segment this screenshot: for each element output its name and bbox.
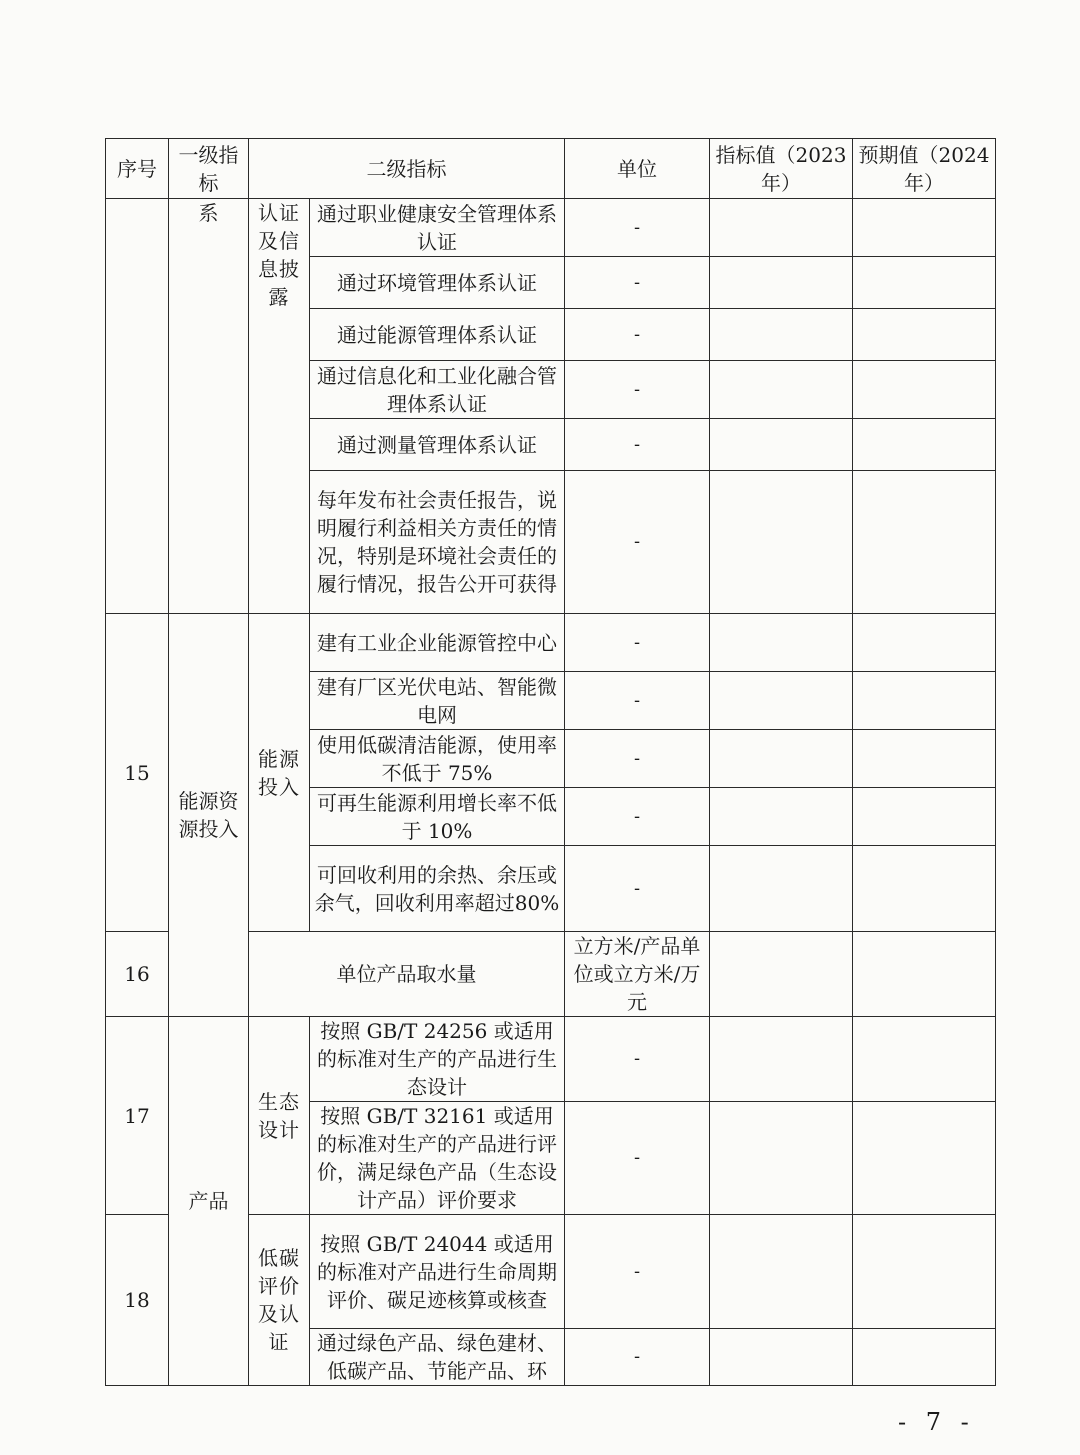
unit-cell: -: [565, 419, 710, 471]
header-level2: 二级指标: [249, 139, 565, 199]
value-2023-cell[interactable]: [710, 471, 853, 614]
level2-category: 认证及信息披露: [249, 199, 310, 614]
value-2023-cell[interactable]: [710, 1215, 853, 1329]
header-row: [106, 139, 996, 199]
indicator-text: 通过环境管理体系认证: [310, 257, 565, 309]
seq-cell: 16: [106, 932, 169, 1017]
indicator-text: 通过职业健康安全管理体系认证: [310, 199, 565, 257]
indicator-text: 通过绿色产品、绿色建材、低碳产品、节能产品、环: [310, 1329, 565, 1386]
value-2023-cell[interactable]: [710, 730, 853, 788]
table-row: [106, 1017, 996, 1102]
indicator-text: 单位产品取水量: [249, 932, 565, 1017]
indicator-text: 按照 GB/T 24256 或适用的标准对生产的产品进行生态设计: [310, 1017, 565, 1102]
indicator-table: [105, 138, 996, 1386]
value-2023-cell[interactable]: [710, 199, 853, 257]
unit-cell: -: [565, 471, 710, 614]
expected-2024-cell[interactable]: [853, 1017, 996, 1102]
indicator-text: 可回收利用的余热、余压或余气，回收利用率超过80%: [310, 846, 565, 932]
indicator-text: 建有工业企业能源管控中心: [310, 614, 565, 672]
unit-cell: -: [565, 257, 710, 309]
value-2023-cell[interactable]: [710, 1329, 853, 1386]
unit-cell: -: [565, 788, 710, 846]
header-level1: 一级指标: [169, 139, 249, 199]
level1-cell: 系: [169, 199, 249, 614]
value-2023-cell[interactable]: [710, 309, 853, 361]
indicator-text: 每年发布社会责任报告，说明履行利益相关方责任的情况，特别是环境社会责任的履行情况，报告公开可获得: [310, 471, 565, 614]
expected-2024-cell[interactable]: [853, 257, 996, 309]
indicator-text: 通过能源管理体系认证: [310, 309, 565, 361]
header-expected-2024: 预期值（2024年）: [853, 139, 996, 199]
expected-2024-cell[interactable]: [853, 846, 996, 932]
unit-cell: -: [565, 199, 710, 257]
unit-cell: -: [565, 1102, 710, 1215]
level2-category: 低碳评价及认证: [249, 1215, 310, 1386]
table-row: [106, 199, 996, 257]
unit-cell: -: [565, 1215, 710, 1329]
expected-2024-cell[interactable]: [853, 471, 996, 614]
expected-2024-cell[interactable]: [853, 788, 996, 846]
indicator-text: 使用低碳清洁能源，使用率不低于 75%: [310, 730, 565, 788]
header-value-2023: 指标值（2023年）: [710, 139, 853, 199]
unit-cell: -: [565, 361, 710, 419]
seq-cell-empty: [106, 199, 169, 614]
expected-2024-cell[interactable]: [853, 199, 996, 257]
unit-cell: -: [565, 614, 710, 672]
expected-2024-cell[interactable]: [853, 614, 996, 672]
level2-category: 生态设计: [249, 1017, 310, 1215]
unit-cell: -: [565, 309, 710, 361]
expected-2024-cell[interactable]: [853, 672, 996, 730]
indicator-text: 建有厂区光伏电站、智能微电网: [310, 672, 565, 730]
unit-cell: -: [565, 1329, 710, 1386]
expected-2024-cell[interactable]: [853, 1102, 996, 1215]
unit-cell: -: [565, 1017, 710, 1102]
value-2023-cell[interactable]: [710, 672, 853, 730]
value-2023-cell[interactable]: [710, 1017, 853, 1102]
indicator-text: 可再生能源利用增长率不低于 10%: [310, 788, 565, 846]
value-2023-cell[interactable]: [710, 846, 853, 932]
level2-category: 能源投入: [249, 614, 310, 932]
value-2023-cell[interactable]: [710, 361, 853, 419]
indicator-text: 通过信息化和工业化融合管理体系认证: [310, 361, 565, 419]
level1-cell: 产品: [169, 1017, 249, 1386]
value-2023-cell[interactable]: [710, 257, 853, 309]
indicator-text: 按照 GB/T 24044 或适用的标准对产品进行生命周期评价、碳足迹核算或核查: [310, 1215, 565, 1329]
header-seq: 序号: [106, 139, 169, 199]
level1-cell: 能源资源投入: [169, 614, 249, 1017]
expected-2024-cell[interactable]: [853, 419, 996, 471]
expected-2024-cell[interactable]: [853, 730, 996, 788]
value-2023-cell[interactable]: [710, 1102, 853, 1215]
seq-cell: 18: [106, 1215, 169, 1386]
value-2023-cell[interactable]: [710, 419, 853, 471]
unit-cell: -: [565, 730, 710, 788]
unit-cell: -: [565, 672, 710, 730]
value-2023-cell[interactable]: [710, 788, 853, 846]
indicator-text: 按照 GB/T 32161 或适用的标准对生产的产品进行评价，满足绿色产品（生态设计产品）评价要求: [310, 1102, 565, 1215]
expected-2024-cell[interactable]: [853, 309, 996, 361]
seq-cell: 17: [106, 1017, 169, 1215]
table-row: [106, 614, 996, 672]
expected-2024-cell[interactable]: [853, 1215, 996, 1329]
value-2023-cell[interactable]: [710, 932, 853, 1017]
seq-cell: 15: [106, 614, 169, 932]
expected-2024-cell[interactable]: [853, 1329, 996, 1386]
indicator-text: 通过测量管理体系认证: [310, 419, 565, 471]
value-2023-cell[interactable]: [710, 614, 853, 672]
header-unit: 单位: [565, 139, 710, 199]
unit-cell: 立方米/产品单位或立方米/万元: [565, 932, 710, 1017]
expected-2024-cell[interactable]: [853, 361, 996, 419]
expected-2024-cell[interactable]: [853, 932, 996, 1017]
page-number: - 7 -: [898, 1408, 975, 1436]
unit-cell: -: [565, 846, 710, 932]
